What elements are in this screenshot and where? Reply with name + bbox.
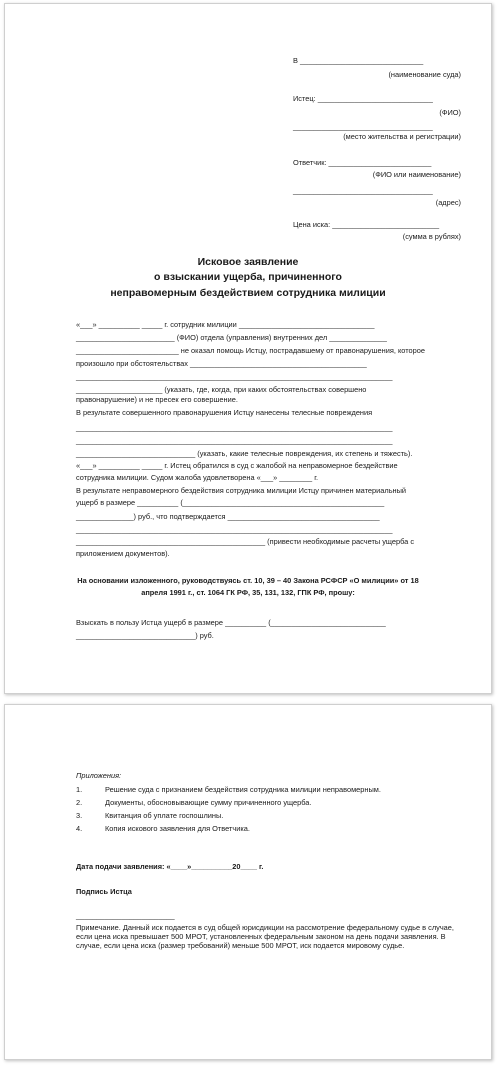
plaintiff-fio-hint: (ФИО): [439, 108, 461, 117]
body-line-18: ______________________________________________ (привести необходимые расчеты ущерба с: [76, 537, 415, 546]
attachment-text-1: Решение суда с признанием бездействия сотрудника милиции неправомерным.: [105, 785, 381, 794]
court-line: В ______________________________: [293, 56, 424, 65]
body-line-17: _____________________________________________________________________________: [76, 525, 393, 534]
body-line-13: сотрудника милиции. Судом жалоба удовлетворена «___» ________ г.: [76, 473, 319, 482]
request-line-1: Взыскать в пользу Истца ущерб в размере __________ (____________________________: [76, 618, 386, 627]
filing-date-line: Дата подачи заявления: «____»__________20____ г.: [76, 862, 264, 871]
attachment-num-2: 2.: [76, 798, 83, 807]
body-line-12: «___» __________ _____ г. Истец обратился в суд с жалобой на неправомерное бездействие: [76, 461, 398, 470]
plaintiff-line: Истец: ____________________________: [293, 94, 433, 103]
body-line-15: ущерб в размере __________ (_________________________________________________: [76, 498, 385, 507]
body-line-3: _________________________ не оказал помощь Истцу, пострадавшему от правонарушения, которое: [76, 346, 425, 355]
body-line-8: В результате совершенного правонарушения Истцу нанесены телесные повреждения: [76, 408, 373, 417]
body-line-9: _____________________________________________________________________________: [76, 423, 393, 432]
body-line-16: ______________) руб., что подтверждается _____________________________________: [76, 512, 380, 521]
attachment-num-3: 3.: [76, 811, 83, 820]
body-line-5: _____________________________________________________________________________: [76, 372, 393, 381]
defendant-line: Ответчик: _________________________: [293, 158, 432, 167]
price-hint: (сумма в рублях): [402, 232, 461, 241]
attachments-heading: Приложения:: [76, 771, 122, 780]
address-blank: __________________________________: [293, 186, 433, 195]
attachment-num-4: 4.: [76, 824, 83, 833]
footnote: Примечание. Данный иск подается в суд общей юрисдикции на рассмотрение федеральному судье в случае, если цена иска превышает 500 МРОТ, установленных федеральным законом на день подачи заявления. В случае, если цена иска (размер требований) меньше 500 МРОТ, иск подается мировому судье.: [76, 923, 454, 950]
residence-hint: (место жительства и регистрации): [343, 132, 461, 141]
body-line-2: ________________________ (ФИО) отдела (управления) внутренних дел ______________: [76, 333, 387, 342]
court-hint: (наименование суда): [388, 70, 461, 79]
defendant-hint: (ФИО или наименование): [372, 170, 461, 179]
body-line-19: приложением документов).: [76, 549, 170, 558]
attachment-num-1: 1.: [76, 785, 83, 794]
document-subtitle-2: неправомерным бездействием сотрудника милиции: [110, 287, 386, 299]
document-title: Исковое заявление: [197, 256, 299, 268]
request-line-2: _____________________________) руб.: [76, 631, 214, 640]
body-line-6: _____________________ (указать, где, когда, при каких обстоятельствах совершено: [76, 385, 367, 394]
signature-blank: ________________________: [76, 911, 175, 920]
document-page-2: [4, 704, 492, 1060]
document-subtitle-1: о взыскании ущерба, причиненного: [154, 271, 342, 283]
attachment-text-3: Квитанция об уплате госпошлины.: [105, 811, 224, 820]
address-hint: (адрес): [435, 198, 461, 207]
body-line-11: _____________________________ (указать, какие телесные повреждения, их степень и тяжесть).: [76, 449, 413, 458]
attachment-text-2: Документы, обосновывающие сумму причиненного ущерба.: [105, 798, 312, 807]
body-line-14: В результате неправомерного бездействия сотрудника милиции Истцу причинен материальный: [76, 486, 407, 495]
attachment-text-4: Копия искового заявления для Ответчика.: [105, 824, 250, 833]
document-page-1: [4, 3, 492, 694]
residence-blank: __________________________________: [293, 122, 433, 131]
price-line: Цена иска: __________________________: [293, 220, 440, 229]
body-line-7: правонарушение) и не пресек его совершение.: [76, 395, 238, 404]
legal-basis-line-1: На основании изложенного, руководствуясь ст. 10, 39 – 40 Закона РСФСР «О милиции» от 18: [77, 576, 419, 585]
body-line-10: _____________________________________________________________________________: [76, 436, 393, 445]
legal-basis-line-2: апреля 1991 г., ст. 1064 ГК РФ, 35, 131, 132, ГПК РФ, прошу:: [141, 588, 355, 597]
signature-label: Подпись Истца: [76, 887, 132, 896]
body-line-4: произошло при обстоятельствах ___________________________________________: [76, 359, 367, 368]
body-line-1: «___» __________ _____ г. сотрудник милиции _________________________________: [76, 320, 375, 329]
